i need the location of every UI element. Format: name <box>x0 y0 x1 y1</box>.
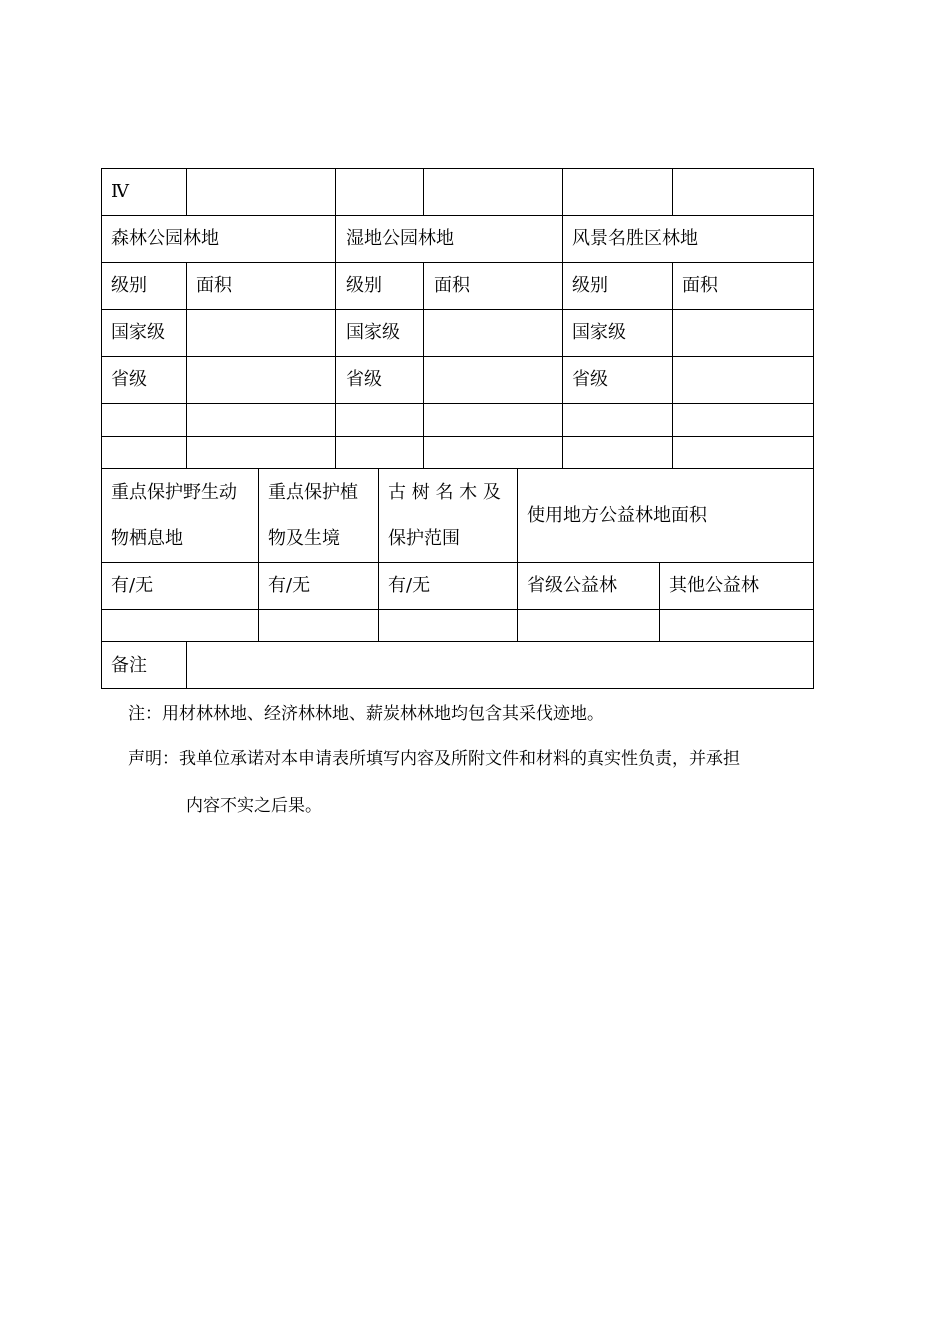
other-public-forest-label: 其他公益林 <box>669 575 759 596</box>
table-rule <box>101 562 814 563</box>
table-col-rule <box>562 168 563 468</box>
table-border-right <box>813 168 814 689</box>
wetland-park-header: 湿地公园林地 <box>346 228 454 249</box>
table-col-rule <box>517 468 518 641</box>
level-label: 级别 <box>111 275 147 296</box>
level-label: 级别 <box>572 275 608 296</box>
table-rule <box>101 436 814 437</box>
provincial-level-label: 省级 <box>111 369 147 390</box>
table-col-rule <box>258 468 259 641</box>
area-label: 面积 <box>434 275 470 296</box>
table-rule <box>101 215 814 216</box>
forest-park-header: 森林公园林地 <box>111 228 219 249</box>
table-border-left <box>101 168 102 689</box>
table-rule <box>101 403 814 404</box>
table-rule <box>101 641 814 642</box>
yes-no-label: 有/无 <box>388 575 431 596</box>
table-col-rule <box>672 262 673 468</box>
statement-line2: 内容不实之后果。 <box>186 796 322 816</box>
table-rule <box>101 356 814 357</box>
area-label: 面积 <box>196 275 232 296</box>
scenic-area-header: 风景名胜区林地 <box>572 228 698 249</box>
roman-numeral-label: Ⅳ <box>111 181 129 202</box>
protected-plant-header-line1: 重点保护植 <box>268 482 358 503</box>
protected-plant-header-line2: 物及生境 <box>268 528 340 549</box>
public-forest-area-header: 使用地方公益林地面积 <box>527 505 707 526</box>
wildlife-habitat-header-line2: 物栖息地 <box>111 528 183 549</box>
table-rule <box>101 609 814 610</box>
statement-line1: 声明：我单位承诺对本申请表所填写内容及所附文件和材料的真实性负责，并承担 <box>128 749 740 769</box>
level-label: 级别 <box>346 275 382 296</box>
provincial-public-forest-label: 省级公益林 <box>527 575 617 596</box>
national-level-label: 国家级 <box>111 322 165 343</box>
wildlife-habitat-header-line1: 重点保护野生动 <box>111 482 237 503</box>
table-col-rule <box>659 562 660 641</box>
table-border-bottom <box>101 688 814 689</box>
table-col-rule <box>335 168 336 468</box>
footnote: 注：用材林林地、经济林林地、薪炭林林地均包含其采伐迹地。 <box>128 704 604 724</box>
table-col-rule <box>186 262 187 468</box>
remarks-label: 备注 <box>111 655 147 676</box>
provincial-level-label: 省级 <box>346 369 382 390</box>
table-rule <box>101 468 814 469</box>
table-rule <box>101 262 814 263</box>
area-label: 面积 <box>682 275 718 296</box>
table-col-rule <box>672 168 673 215</box>
table-border-top <box>101 168 814 169</box>
yes-no-label: 有/无 <box>268 575 311 596</box>
table-rule <box>101 309 814 310</box>
ancient-tree-header-line1: 古 树 名 木 及 <box>388 482 501 503</box>
table-col-rule <box>186 641 187 688</box>
provincial-level-label: 省级 <box>572 369 608 390</box>
table-col-rule <box>186 168 187 215</box>
ancient-tree-header-line2: 保护范围 <box>388 528 460 549</box>
national-level-label: 国家级 <box>572 322 626 343</box>
national-level-label: 国家级 <box>346 322 400 343</box>
table-col-rule <box>423 262 424 468</box>
yes-no-label: 有/无 <box>111 575 154 596</box>
table-col-rule <box>423 168 424 215</box>
table-col-rule <box>378 468 379 641</box>
